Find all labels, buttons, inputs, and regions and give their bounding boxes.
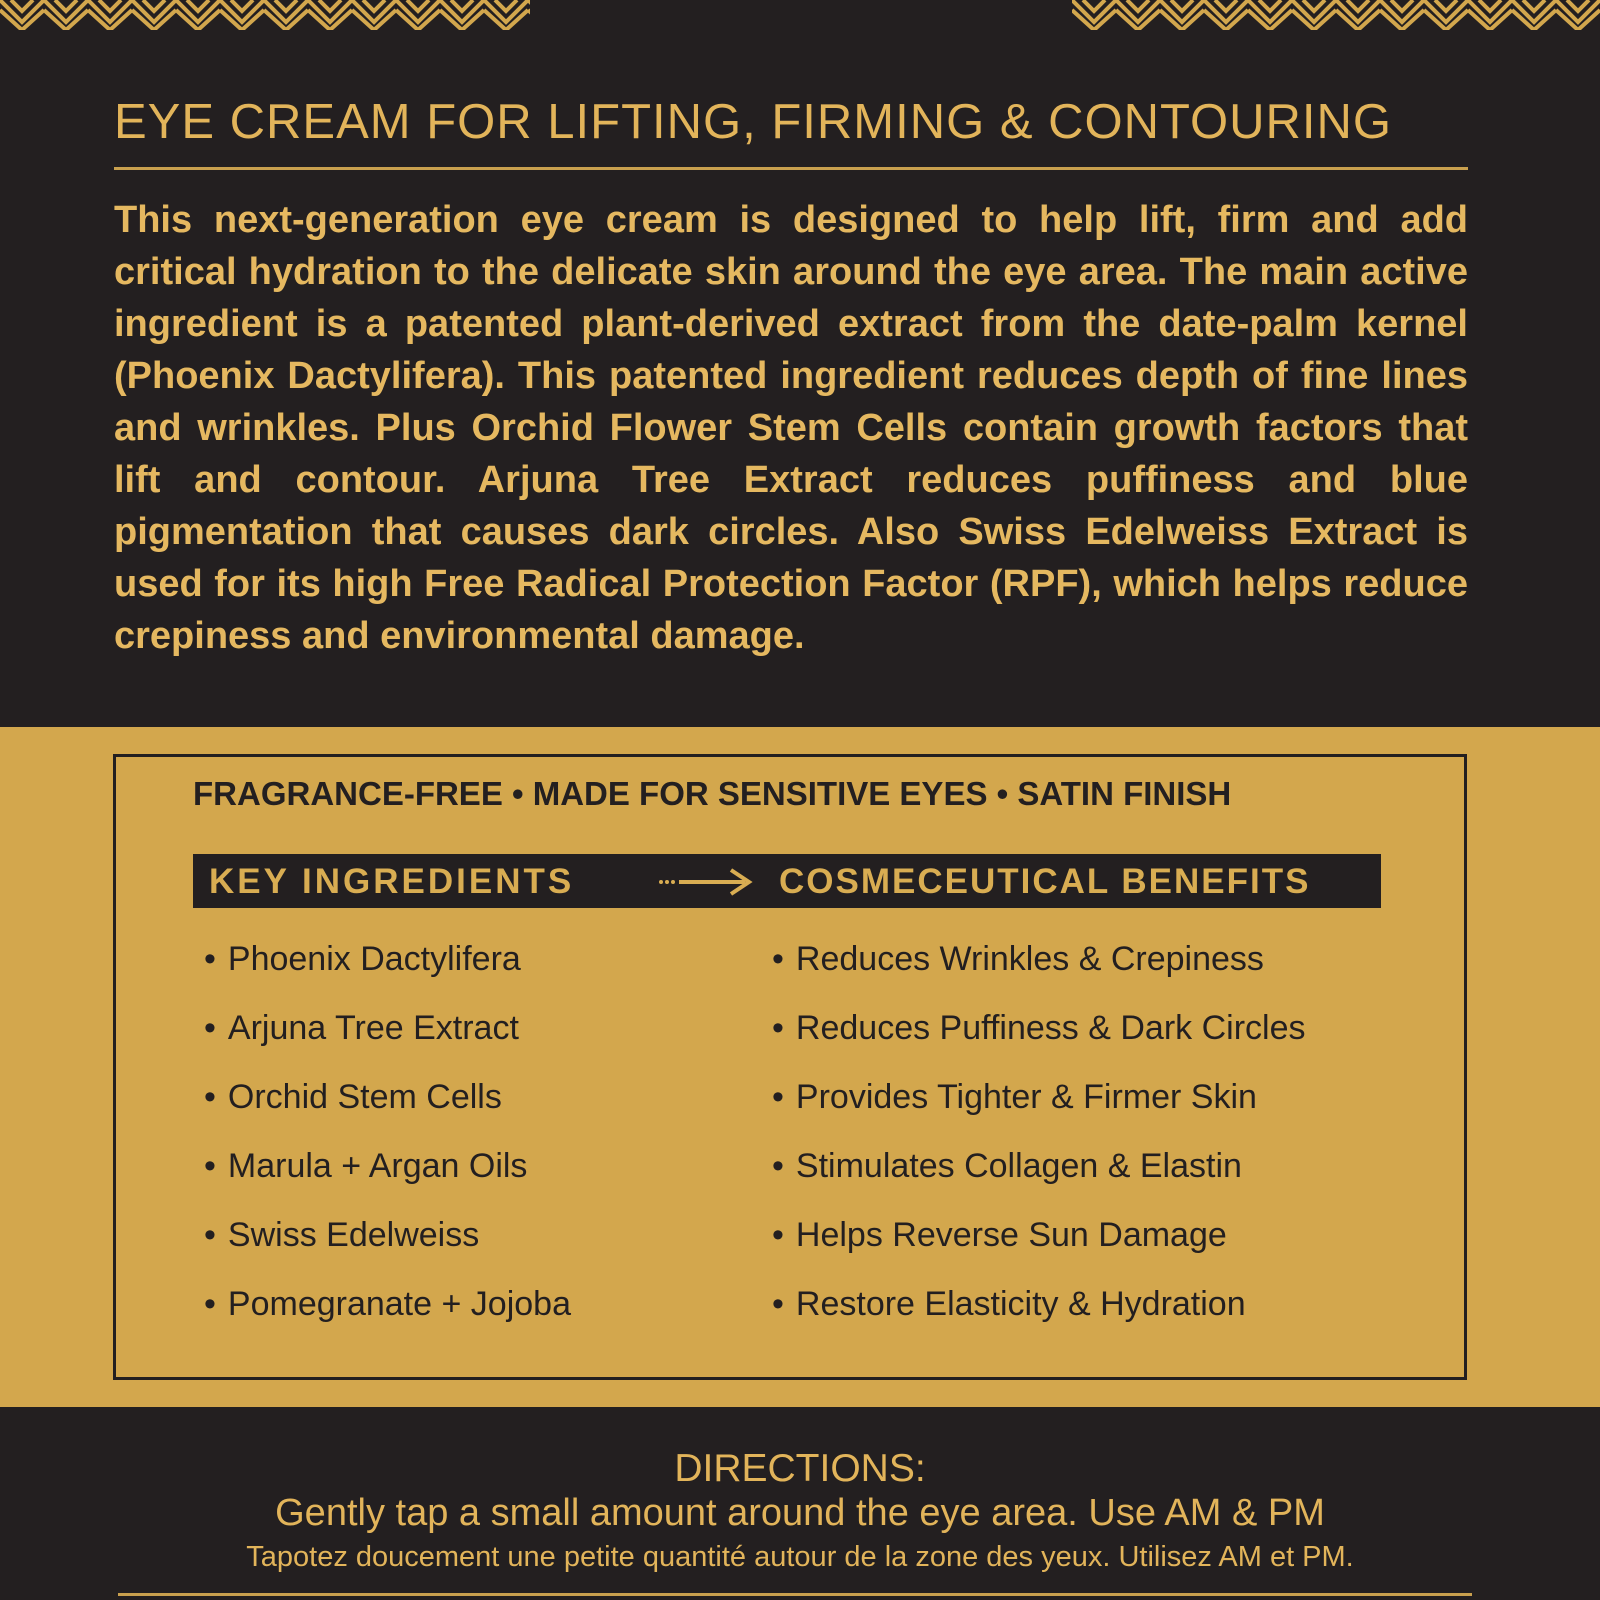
divider [114, 167, 1468, 170]
list-item: • Stimulates Collagen & Elastin [772, 1147, 1305, 1216]
zigzag-pattern-left [0, 0, 530, 30]
list-item: • Swiss Edelweiss [204, 1216, 571, 1285]
banner-right-label: COSMECEUTICAL BENEFITS [779, 862, 1311, 901]
feature-tagline: FRAGRANCE-FREE • MADE FOR SENSITIVE EYES • SATIN FINISH [193, 775, 1232, 812]
list-item: • Reduces Puffiness & Dark Circles [772, 1009, 1305, 1078]
benefits-list [772, 940, 1305, 1354]
list-item: • Helps Reverse Sun Damage [772, 1216, 1305, 1285]
directions-title: DIRECTIONS: [674, 1447, 926, 1490]
list-item: • Phoenix Dactylifera [204, 940, 571, 1009]
zigzag-pattern-right [1072, 0, 1600, 30]
list-item: • Marula + Argan Oils [204, 1147, 571, 1216]
list-item: • Reduces Wrinkles & Crepiness [772, 940, 1305, 1009]
list-item: • Pomegranate + Jojoba [204, 1285, 571, 1354]
directions-english: Gently tap a small amount around the eye area. Use AM & PM [275, 1492, 1325, 1534]
key-ingredients-banner [193, 854, 1381, 908]
ingredients-list [204, 940, 571, 1354]
product-description: This next-generation eye cream is designed to help lift, firm and add critical hydration to the delicate skin around the eye area. The main active ingredient is a patented plant-derived extract from the date-palm kernel (Phoenix Dactylifera). This patented ingredient reduces depth of fine lines and wrinkles. Plus Orchid Flower Stem Cells contain growth factors that lift and contour. Arjuna Tree Extract reduces puffiness and blue pigmentation that causes dark circles. Also Swiss Edelweiss Extract is used for its high Free Radical Protection Factor (RPF), which helps reduce crepiness and environmental damage. [114, 199, 1468, 657]
dotted-arrow-right-icon [655, 862, 755, 902]
list-item: • Provides Tighter & Firmer Skin [772, 1078, 1305, 1147]
directions-french: Tapotez doucement une petite quantité autour de la zone des yeux. Utilisez AM et PM. [246, 1541, 1354, 1573]
headline: EYE CREAM FOR LIFTING, FIRMING & CONTOURING [114, 95, 1393, 149]
list-item: • Arjuna Tree Extract [204, 1009, 571, 1078]
banner-left-label: KEY INGREDIENTS [209, 862, 575, 901]
divider [118, 1593, 1472, 1596]
list-item: • Restore Elasticity & Hydration [772, 1285, 1305, 1354]
list-item: • Orchid Stem Cells [204, 1078, 571, 1147]
